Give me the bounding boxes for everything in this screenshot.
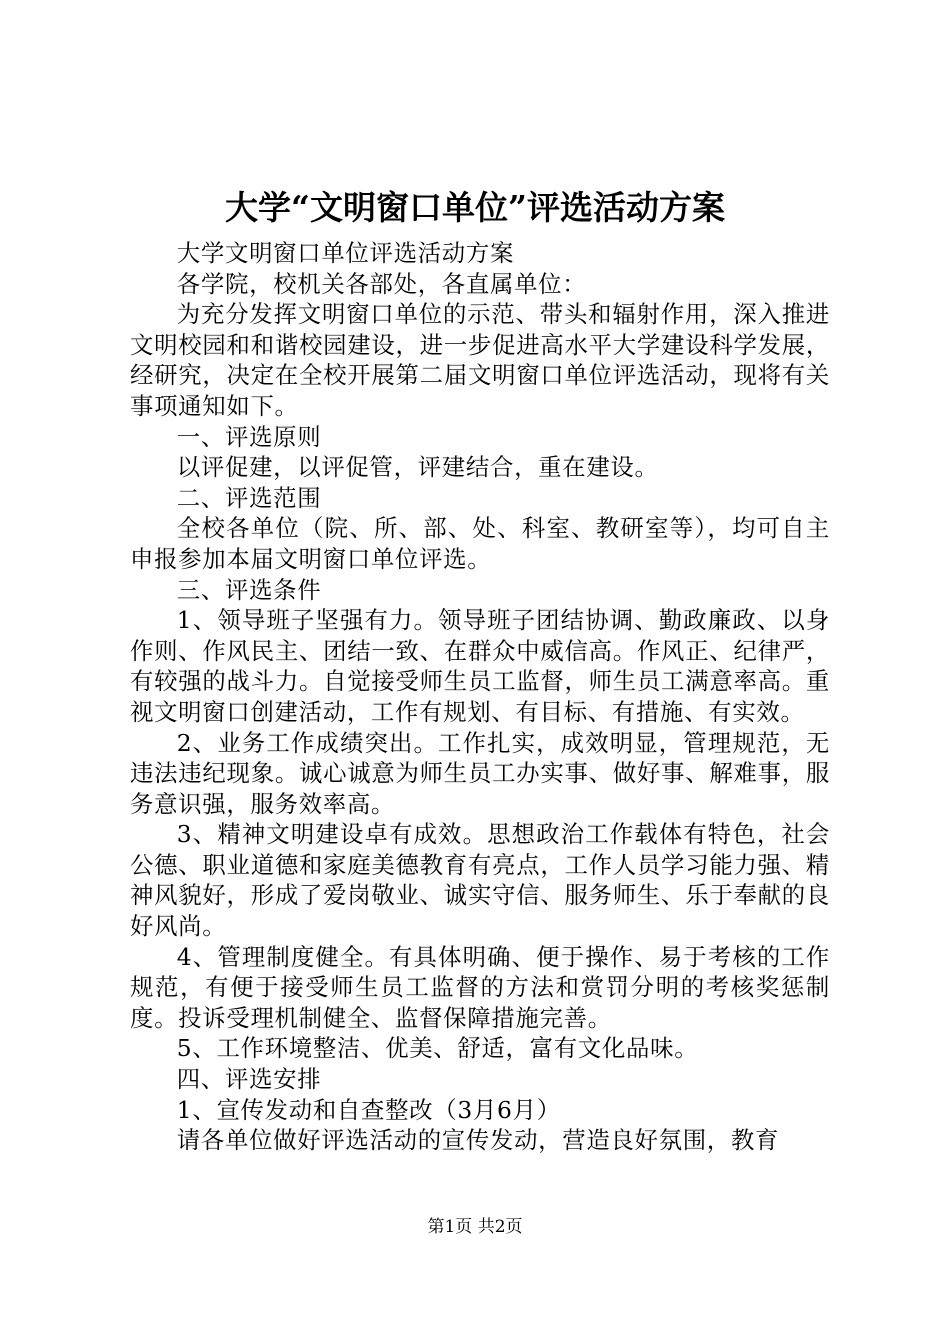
paragraph: 1、宣传发动和自查整改（3月6月）: [176, 1095, 561, 1124]
section-heading: 三、评选条件: [176, 575, 322, 604]
document-title: 大学“文明窗口单位”评选活动方案: [225, 188, 725, 227]
paragraph: 大学文明窗口单位评选活动方案: [176, 239, 515, 267]
paragraph: 3、精神文明建设卓有成效。思想政治工作载体有特色，社会公德、职业道德和家庭美德教育有亮点，工作人员学习能力强、精神风貌好，形成了爱岗敬业、诚实守信、服务师生、乐于奉献的良好风尚。: [130, 820, 830, 941]
section-heading: 四、评选安排: [176, 1065, 322, 1094]
paragraph: 1、领导班子坚强有力。领导班子团结协调、勤政廉政、以身作则、作风民主、团结一致、在群众中威信高。作风正、纪律严，有较强的战斗力。自觉接受师生员工监督，师生员工满意率高。重视文明窗口创建活动，工作有规划、有目标、有措施、有实效。: [130, 606, 830, 726]
paragraph: 5、工作环境整洁、优美、舒适，富有文化品味。: [176, 1034, 699, 1063]
paragraph: 请各单位做好评选活动的宣传发动，营造良好氛围，教育: [176, 1126, 780, 1155]
paragraph: 4、管理制度健全。有具体明确、便于操作、易于考核的工作规范，有便于接受师生员工监督的方法和赏罚分明的考核奖惩制度。投诉受理机制健全、监督保障措施完善。: [130, 942, 830, 1032]
section-heading: 一、评选原则: [176, 422, 322, 451]
paragraph: 2、业务工作成绩突出。工作扎实，成效明显，管理规范，无违法违纪现象。诚心诚意为师生员工办实事、做好事、解难事，服务意识强，服务效率高。: [130, 728, 830, 818]
section-heading: 二、评选范围: [176, 483, 322, 512]
paragraph: 各学院，校机关各部处，各直属单位：: [176, 269, 587, 298]
page-footer: 第1页 共2页: [427, 1217, 523, 1237]
paragraph: 全校各单位（院、所、部、处、科室、教研室等），均可自主申报参加本届文明窗口单位评选。: [130, 514, 830, 573]
paragraph: 以评促建，以评促管，评建结合，重在建设。: [176, 453, 659, 482]
paragraph: 为充分发挥文明窗口单位的示范、带头和辐射作用，深入推进文明校园和和谐校园建设，进一步促进高水平大学建设科学发展，经研究，决定在全校开展第二届文明窗口单位评选活动，现将有关事项通知如下。: [130, 300, 830, 420]
document-body: [130, 238, 830, 1156]
